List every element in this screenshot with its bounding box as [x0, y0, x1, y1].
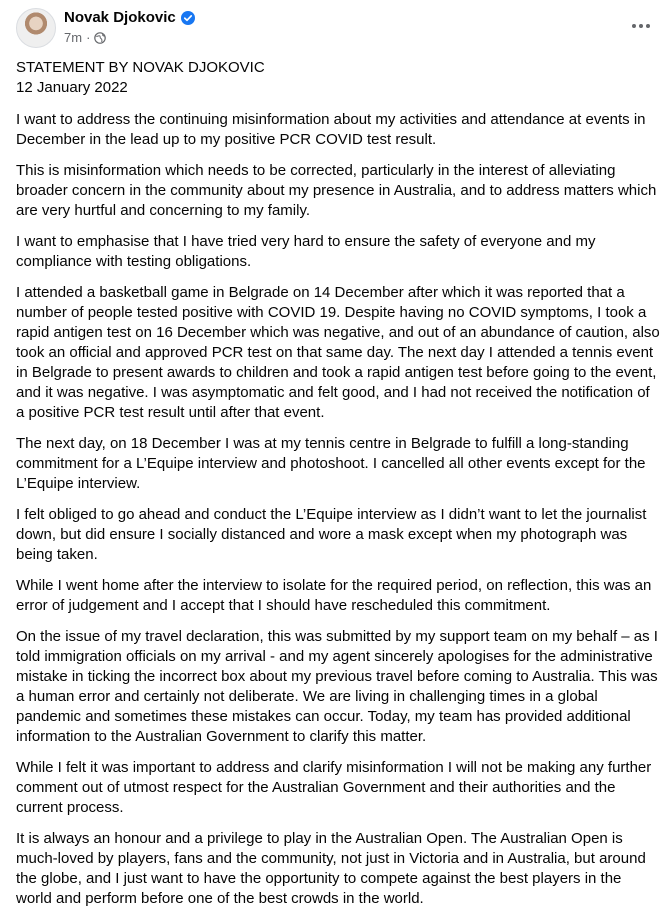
statement-title: STATEMENT BY NOVAK DJOKOVIC — [16, 59, 265, 76]
more-options-icon — [631, 23, 651, 29]
verified-badge-icon — [181, 11, 195, 25]
author-line — [64, 9, 195, 26]
meta-separator: · — [86, 30, 91, 45]
post-timestamp[interactable]: 7m — [64, 30, 83, 45]
statement-date: 12 January 2022 — [16, 79, 128, 96]
globe-icon[interactable] — [94, 32, 106, 44]
post-meta — [64, 30, 106, 45]
more-options-button[interactable] — [627, 14, 655, 38]
post-header — [16, 0, 671, 52]
statement-paragraph: I felt obliged to go ahead and conduct the L’Equipe interview as I didn’t want to let the journalist down, but did ensure I socially distanced and wore a mask except when my photograph was being taken. — [16, 506, 647, 563]
statement-heading — [16, 58, 661, 98]
statement-paragraph: While I went home after the interview to isolate for the required period, on reflection, this was an error of judgement and I accept that I should have rescheduled this commitment. — [16, 577, 652, 614]
statement-paragraph: I want to address the continuing misinformation about my activities and attendance at events in December in the lead up to my positive PCR COVID test result. — [16, 111, 646, 148]
post-body — [16, 58, 671, 909]
statement-paragraph: I want to emphasise that I have tried very hard to ensure the safety of everyone and my compliance with testing obligations. — [16, 233, 596, 270]
statement-paragraph: While I felt it was important to address and clarify misinformation I will not be making any further comment out of utmost respect for the Australian Government and their authorities and the current process. — [16, 759, 652, 816]
statement-paragraph: On the issue of my travel declaration, this was submitted by my support team on my behalf – as I told immigration officials on my arrival - and my agent sincerely apologises for the administrative mistake in ticking the incorrect box about my previous travel before coming to Australia. This was a human error and certainly not deliberate. We are living in challenging times in a global pandemic and sometimes these mistakes can occur. Today, my team has provided additional information to the Australian Government to clarify this matter. — [16, 628, 658, 745]
statement-paragraph: It is always an honour and a privilege to play in the Australian Open. The Australian Open is much-loved by players, fans and the community, not just in Victoria and in Australia, but around the globe, and I just want to have the opportunity to compete against the best players in the world and perform before one of the best crowds in the world. — [16, 830, 646, 907]
statement-paragraph: I attended a basketball game in Belgrade on 14 December after which it was reported that a number of people tested positive with COVID 19. Despite having no COVID symptoms, I took a rapid antigen test on 16 December which was negative, and out of an abundance of caution, also took an official and approved PCR test on that same day. The next day I attended a tennis event in Belgrade to present awards to children and took a rapid antigen test before going to the event, and it was negative. I was asymptomatic and felt good, and I had not received the notification of a positive PCR test result until after that event. — [16, 284, 660, 421]
profile-avatar[interactable] — [16, 8, 56, 48]
author-name[interactable]: Novak Djokovic — [64, 9, 176, 26]
statement-paragraph: This is misinformation which needs to be corrected, particularly in the interest of alleviating broader concern in the community about my presence in Australia, and to address matters which are very hurtful and concerning to my family. — [16, 162, 657, 219]
statement-paragraph: The next day, on 18 December I was at my tennis centre in Belgrade to fulfill a long-standing commitment for a L’Equipe interview and photoshoot. I cancelled all other events except for the L’Equipe interview. — [16, 435, 646, 492]
